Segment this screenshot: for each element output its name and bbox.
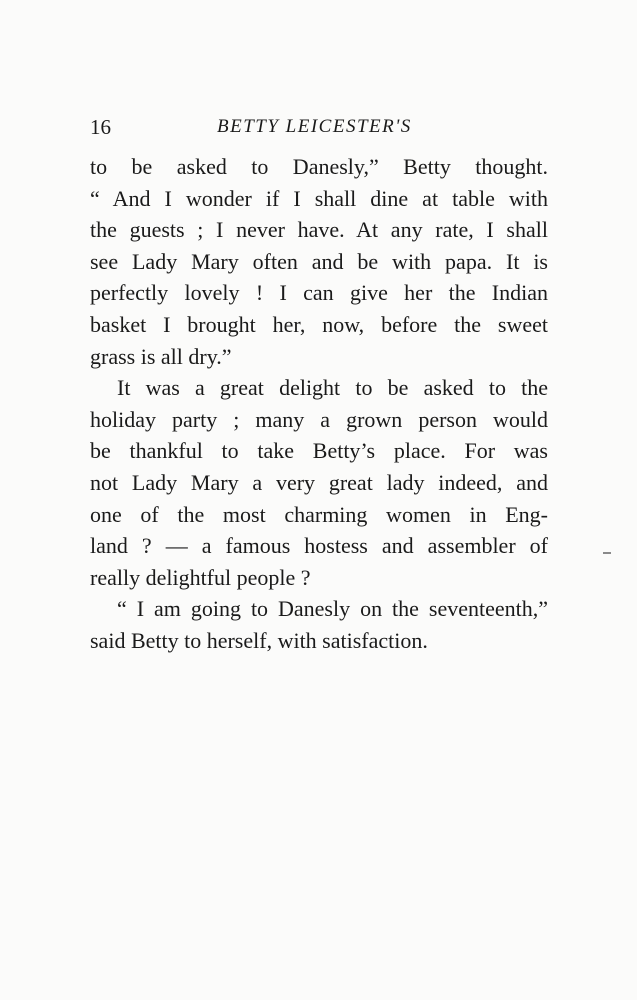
text-line: basket I brought her, now, before the sweet (90, 311, 548, 337)
text-line: be thankful to take Betty’s place. For was (90, 438, 548, 464)
text-line: really delightful people ? (90, 564, 311, 590)
text-line: said Betty to herself, with satisfaction. (90, 627, 428, 653)
margin-mark (603, 552, 611, 554)
text-line: to be asked to Danesly,” Betty thought. (90, 154, 548, 179)
text-line: one of the most charming women in Eng- (90, 501, 548, 527)
text-line: the guests ; I never have. At any rate, I shall (90, 217, 548, 243)
text-line: grass is all dry.” (90, 343, 232, 369)
running-title: BETTY LEICESTER'S (217, 116, 412, 137)
text-line: perfectly lovely ! I can give her the Indian (90, 280, 548, 306)
page-number: 16 (90, 115, 111, 139)
text-line: not Lady Mary a very great lady indeed, and (90, 469, 548, 495)
body-text (90, 151, 548, 657)
text-line: holiday party ; many a grown person would (90, 406, 548, 432)
text-line: “ And I wonder if I shall dine at table with (90, 185, 548, 211)
text-line: land ? — a famous hostess and assembler of (90, 533, 548, 559)
running-head (90, 113, 548, 141)
text-line: It was a great delight to be asked to the (117, 375, 548, 401)
text-line: see Lady Mary often and be with papa. It is (90, 248, 548, 274)
text-line: “ I am going to Danesly on the seventeenth,” (117, 596, 548, 622)
